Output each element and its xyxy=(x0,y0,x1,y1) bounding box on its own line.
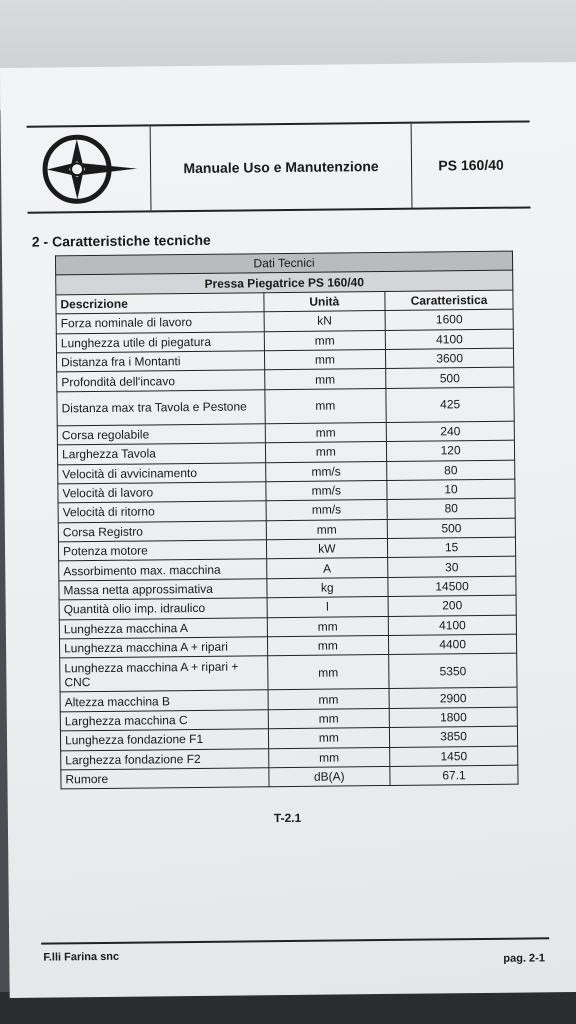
row-value: 3600 xyxy=(386,348,514,369)
row-unit: kW xyxy=(266,539,388,560)
column-header-descrizione: Descrizione xyxy=(56,293,264,315)
row-value: 1800 xyxy=(389,707,517,728)
compass-logo-icon xyxy=(38,131,139,208)
row-unit: mm xyxy=(268,747,390,768)
column-header-unita: Unità xyxy=(263,291,385,312)
row-unit: dB(A) xyxy=(268,766,390,787)
row-unit: mm xyxy=(267,635,389,656)
row-value: 200 xyxy=(388,595,516,616)
page-header xyxy=(27,120,531,213)
table-banner: Dati Tecnici xyxy=(55,251,512,275)
row-description: Corsa regolabile xyxy=(57,423,265,445)
row-value: 67.1 xyxy=(390,765,518,786)
row-description: Velocità di avvicinamento xyxy=(58,462,266,484)
row-value: 80 xyxy=(387,498,515,519)
row-unit: mm/s xyxy=(266,500,388,521)
row-value: 14500 xyxy=(388,576,516,597)
row-value: 10 xyxy=(387,479,515,500)
row-unit: mm xyxy=(268,689,390,710)
row-description: Massa netta approssimativa xyxy=(59,579,267,601)
row-description: Lunghezza fondazione F1 xyxy=(60,729,268,751)
column-header-caratteristica: Caratteristica xyxy=(385,290,513,311)
row-unit: mm xyxy=(265,422,387,443)
row-description: Distanza max tra Tavola e Pestone xyxy=(57,389,265,425)
row-unit: mm xyxy=(265,442,387,463)
row-description: Larghezza Tavola xyxy=(57,443,265,465)
row-description: Assorbimento max. macchina xyxy=(59,559,267,581)
row-value: 500 xyxy=(386,367,514,388)
row-value: 425 xyxy=(386,387,514,422)
row-value: 120 xyxy=(387,440,515,461)
row-description: Distanza fra i Montanti xyxy=(56,351,264,373)
row-unit: mm xyxy=(268,708,390,729)
row-unit: A xyxy=(266,558,388,579)
row-unit: mm xyxy=(264,388,386,423)
row-description: Altezza macchina B xyxy=(60,690,268,712)
row-unit: mm xyxy=(264,369,386,390)
row-value: 1450 xyxy=(390,746,518,767)
row-description: Lunghezza macchina A + ripari + CNC xyxy=(60,656,268,692)
row-unit: mm/s xyxy=(265,461,387,482)
row-unit: l xyxy=(267,597,389,618)
row-value: 4100 xyxy=(388,615,516,636)
section-heading: 2 - Caratteristiche tecniche xyxy=(31,231,211,250)
table-row xyxy=(61,765,518,789)
row-description: Quantità olio imp. idraulico xyxy=(59,598,267,620)
row-description: Forza nominale di lavoro xyxy=(56,312,264,334)
footer-divider xyxy=(41,937,549,944)
row-description: Larghezza fondazione F2 xyxy=(61,748,269,770)
table-subtitle: Pressa Piegatrice PS 160/40 xyxy=(56,271,513,295)
row-value: 3850 xyxy=(390,726,518,747)
row-value: 15 xyxy=(388,537,516,558)
row-value: 2900 xyxy=(389,688,517,709)
row-value: 5350 xyxy=(389,654,517,689)
footer-company: F.lli Farina snc xyxy=(43,950,120,964)
manual-title: Manuale Uso e Manutenzione xyxy=(151,124,413,211)
row-value: 80 xyxy=(387,460,515,481)
row-description: Lunghezza macchina A + ripari xyxy=(59,637,267,659)
row-description: Lunghezza utile di piegatura xyxy=(56,331,264,353)
row-unit: mm xyxy=(264,349,386,370)
row-description: Corsa Registro xyxy=(58,520,266,542)
company-logo xyxy=(27,126,152,211)
row-value: 500 xyxy=(387,518,515,539)
table-caption: T-2.1 xyxy=(273,810,302,826)
row-value: 1600 xyxy=(385,309,513,330)
model-code: PS 160/40 xyxy=(438,156,504,174)
row-unit: mm xyxy=(264,330,386,351)
row-description: Potenza motore xyxy=(58,540,266,562)
footer-page-number: pag. 2-1 xyxy=(503,952,545,965)
row-description: Larghezza macchina C xyxy=(60,710,268,732)
row-description: Rumore xyxy=(61,768,269,790)
row-value: 30 xyxy=(388,557,516,578)
row-unit: mm/s xyxy=(265,480,387,501)
row-unit: mm xyxy=(266,519,388,540)
row-unit: mm xyxy=(267,616,389,637)
table-row xyxy=(60,654,517,693)
row-value: 4400 xyxy=(389,634,517,655)
row-unit: kN xyxy=(264,311,386,332)
table-row xyxy=(57,387,514,426)
row-unit: mm xyxy=(267,655,389,690)
row-value: 240 xyxy=(386,421,514,442)
row-description: Profondità dell'incavo xyxy=(57,370,265,392)
row-description: Lunghezza macchina A xyxy=(59,617,267,639)
row-description: Velocità di lavoro xyxy=(58,482,266,504)
row-value: 4100 xyxy=(385,329,513,350)
row-description: Velocità di ritorno xyxy=(58,501,266,523)
row-unit: kg xyxy=(266,577,388,598)
row-unit: mm xyxy=(268,728,390,749)
specifications-table xyxy=(55,251,519,790)
document-page xyxy=(0,62,576,998)
